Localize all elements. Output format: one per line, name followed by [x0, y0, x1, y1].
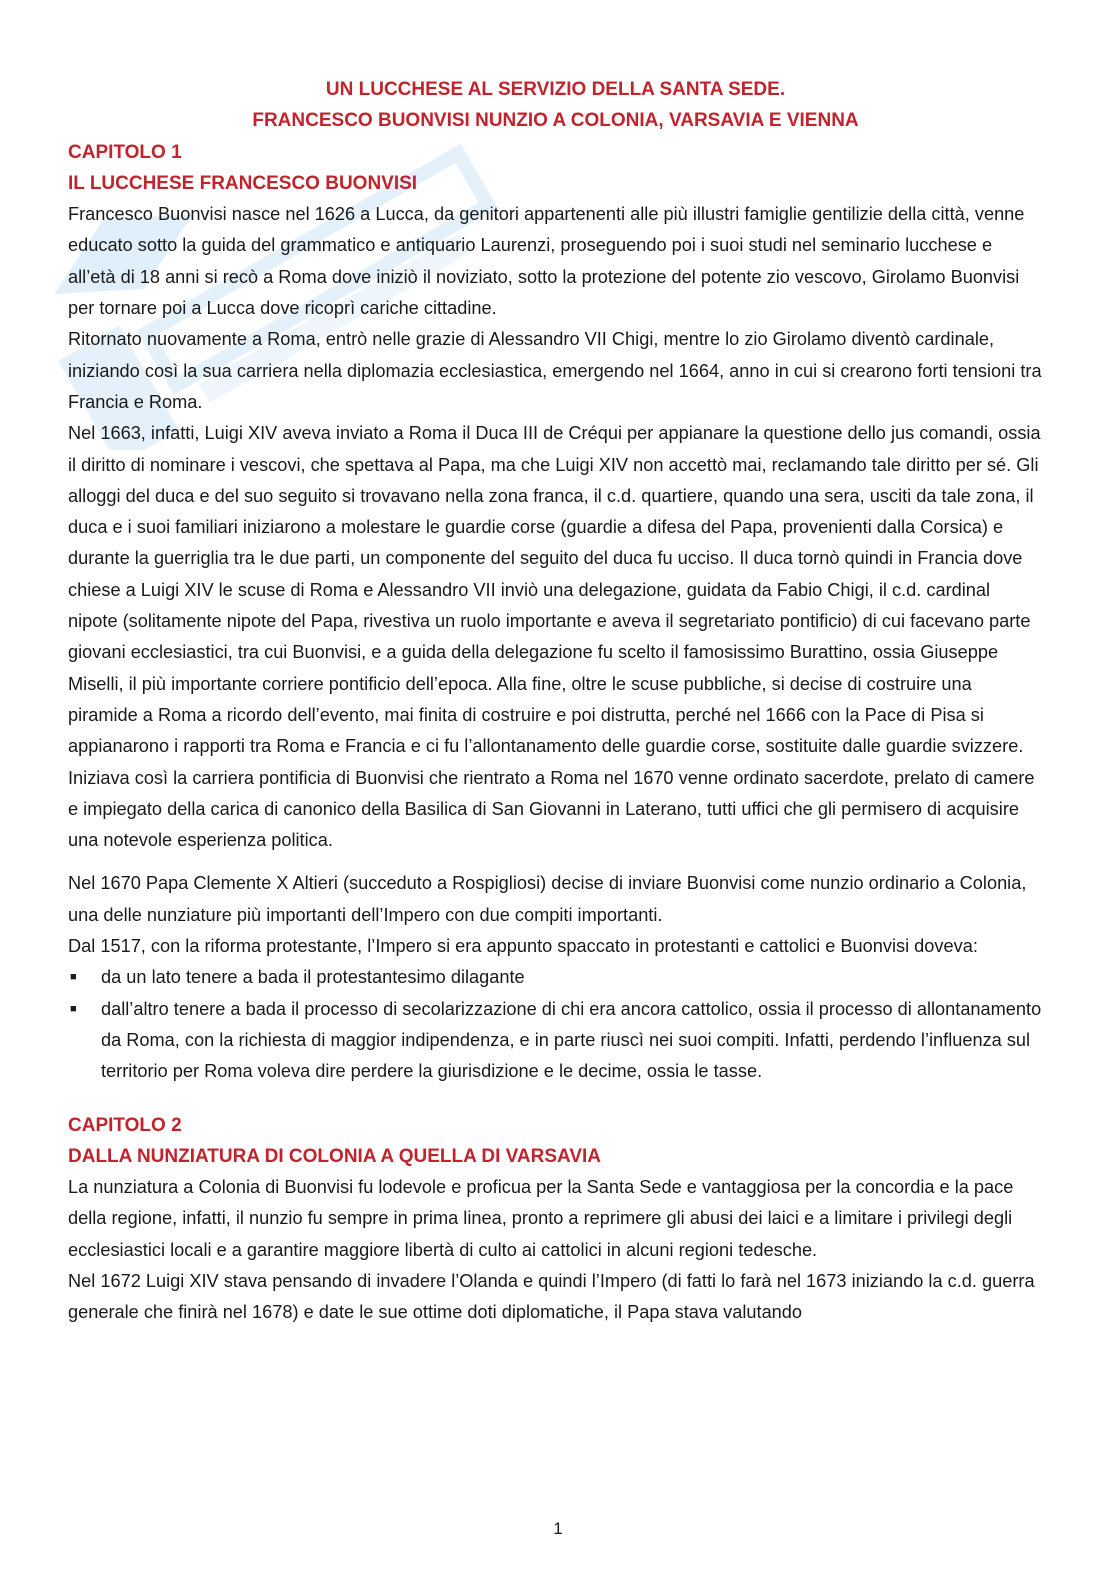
page-number: 1 — [553, 1519, 563, 1538]
document-body — [68, 74, 1043, 1329]
paragraph: Iniziava così la carriera pontificia di Buonvisi che rientrato a Roma nel 1670 venne ordinato sacerdote, prelato di camere e impiegato della carica di canonico della Basilica di San Giovanni in Laterano, tutti uffici che gli permisero di acquisire una notevole esperienza politica. — [68, 767, 1035, 851]
paragraph: Nel 1663, infatti, Luigi XIV aveva inviato a Roma il Duca III de Créqui per appianare la questione dello jus comandi, ossia il diritto di nominare i vescovi, che spettava al Papa, ma che Luigi XIV non accettò mai, reclamando tale diritto per sé. Gli alloggi del duca e del suo seguito si trovavano nella zona franca, il c.d. quartiere, quando una sera, usciti da tale zona, il duca e i suoi familiari iniziarono a molestare le guardie corse (guardie a difesa del Papa, provenienti dalla Corsica) e durante la guerriglia tra le due parti, un componente del seguito del duca fu ucciso. Il duca tornò quindi in Francia dove chiese a Luigi XIV le scuse di Roma e Alessandro VII inviò una delegazione, guidata da Fabio Chigi, il c.d. cardinal nipote (solitamente nipote del Papa, rivestiva un ruolo importante e aveva il segretariato pontificio) di cui facevano parte giovani ecclesiastici, tra cui Buonvisi, e a guida della delegazione fu scelto il famosissimo Burattino, ossia Giuseppe Miselli, il più importante corriere pontificio dell’epoca. Alla fine, oltre le scuse pubbliche, si decise di costruire una piramide a Roma a ricordo dell’evento, mai finita di costruire e poi distrutta, perché nel 1666 con la Pace di Pisa si appianarono i rapporti tra Roma e Francia e ci fu l’allontanamento delle guardie corse, sostituite dalle guardie svizzere. — [68, 423, 1041, 757]
paragraph: Ritornato nuovamente a Roma, entrò nelle grazie di Alessandro VII Chigi, mentre lo zio Girolamo diventò cardinale, iniziando così la sua carriera nella diplomazia ecclesiastica, emergendo nel 1664, anno in cui si crearono forti tensioni tra Francia e Roma. — [68, 329, 1042, 412]
bullet-list — [68, 962, 1043, 1087]
paragraph: Dal 1517, con la riforma protestante, l’Impero si era appunto spaccato in protestanti e cattolici e Buonvisi doveva: — [68, 936, 978, 957]
list-item — [68, 962, 1043, 993]
square-bullet-icon: ■ — [70, 971, 77, 984]
paragraph: Nel 1670 Papa Clemente X Altieri (succeduto a Rospigliosi) decise di inviare Buonvisi come nunzio ordinario a Colonia, una delle nunziature più importanti dell’Impero con due compiti importanti. — [68, 873, 1027, 925]
list-item — [68, 994, 1043, 1088]
chapter-2-label: CAPITOLO 2 — [68, 1114, 182, 1136]
chapter-2-heading: DALLA NUNZIATURA DI COLONIA A QUELLA DI VARSAVIA — [68, 1145, 602, 1167]
paragraph: Francesco Buonvisi nasce nel 1626 a Lucca, da genitori appartenenti alle più illustri famiglie gentilizie della città, venne educato sotto la guida del grammatico e antiquario Laurenzi, proseguendo poi i suoi studi nel seminario lucchese e all’età di 18 anni si recò a Roma dove iniziò il noviziato, sotto la protezione del potente zio vescovo, Girolamo Buonvisi per tornare poi a Lucca dove ricoprì cariche cittadine. — [68, 204, 1025, 319]
document-title-line-1: UN LUCCHESE AL SERVIZIO DELLA SANTA SEDE. — [325, 79, 786, 100]
spacer — [68, 1088, 1043, 1110]
chapter-1-heading: IL LUCCHESE FRANCESCO BUONVISI — [68, 172, 418, 194]
document-title-line-2: FRANCESCO BUONVISI NUNZIO A COLONIA, VARSAVIA E VIENNA — [252, 110, 859, 132]
paragraph: La nunziatura a Colonia di Buonvisi fu lodevole e proficua per la Santa Sede e vantaggiosa per la concordia e la pace della regione, infatti, il nunzio fu sempre in prima linea, pronto a reprimere gli abusi dei laici e a limitare i privilegi degli ecclesiastici locali e a garantire maggiore libertà di culto ai cattolici in alcuni regioni tedesche. — [68, 1177, 1014, 1260]
square-bullet-icon: ■ — [70, 1002, 77, 1015]
list-item-text: dall’altro tenere a bada il processo di secolarizzazione di chi era ancora cattolico, ossia il processo di allontanamento da Roma, con la richiesta di maggior indipendenza, e in parte riuscì nei suoi compiti. Infatti, perdendo l’influenza sul territorio per Roma voleva dire perdere la giurisdizione e le decime, ossia le tasse. — [101, 998, 1042, 1082]
paragraph: Nel 1672 Luigi XIV stava pensando di invadere l’Olanda e quindi l’Impero (di fatti lo farà nel 1673 iniziando la c.d. guerra generale che finirà nel 1678) e date le sue ottime doti diplomatiche, il Papa stava valutando — [68, 1270, 1035, 1323]
spacer — [68, 856, 1043, 868]
chapter-1-label: CAPITOLO 1 — [68, 141, 182, 163]
list-item-text: da un lato tenere a bada il protestantesimo dilagante — [101, 967, 525, 988]
